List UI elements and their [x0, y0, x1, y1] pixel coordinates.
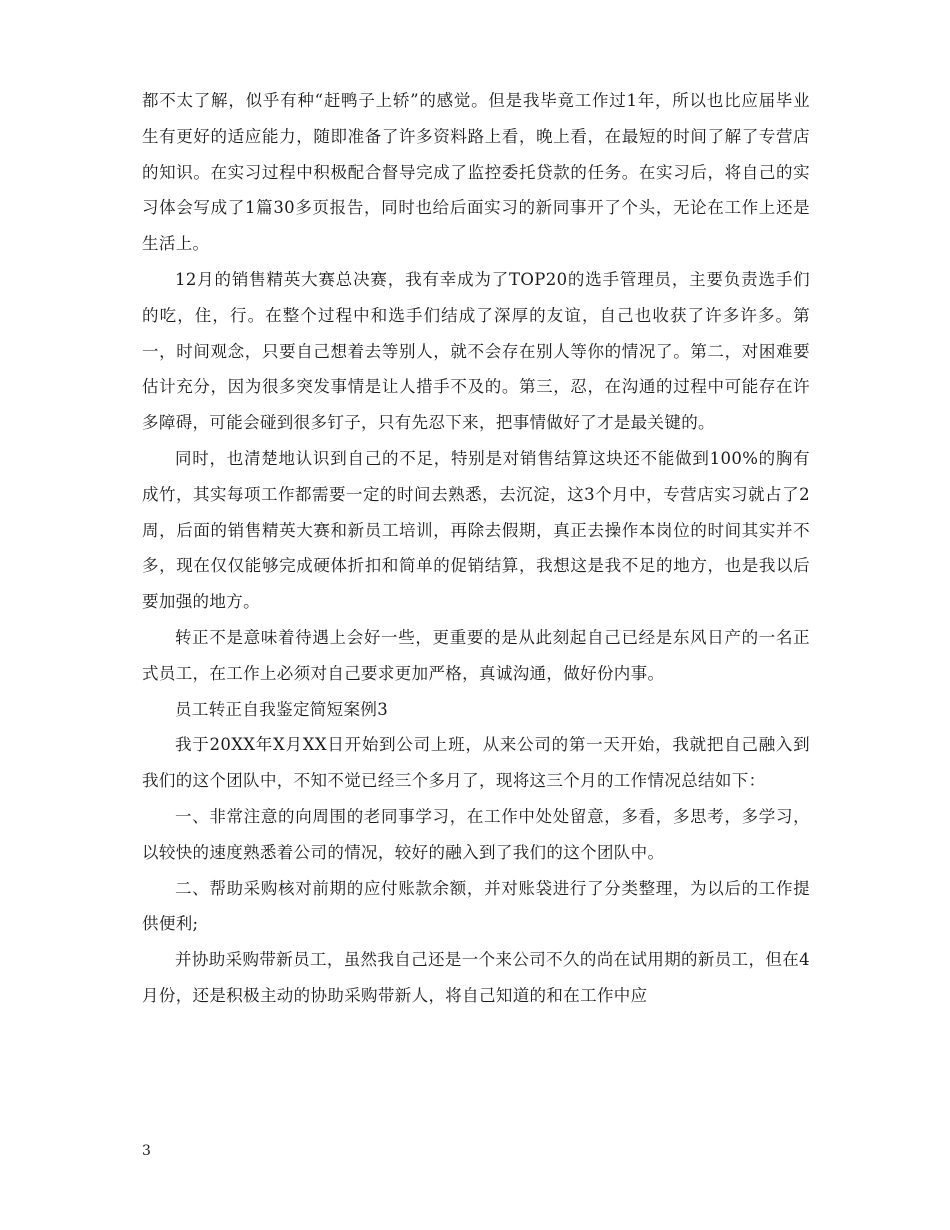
- page-number: 3: [142, 1143, 151, 1159]
- paragraph-8: 二、帮助采购核对前期的应付账款余额，并对账袋进行了分类整理，为以后的工作提供便利;: [142, 878, 810, 934]
- paragraph-9: 并协助采购带新员工，虽然我自己还是一个来公司不久的尚在试用期的新员工，但在4月份，还是积极主动的协助采购带新人，将自己知道的和在工作中应: [142, 950, 810, 1005]
- paragraph-1: 都不太了解，似乎有种“赶鸭子上轿”的感觉。但是我毕竟工作过1年，所以也比应届毕业生有更好的适应能力，随即准备了许多资料路上看，晚上看，在最短的时间了解了专营店的知识。在实习过程中积极配合督导完成了监控委托贷款的任务。在实习后，将自己的实习体会写成了1篇30多页报告，同时也给后面实习的新同事开了个头，无论在工作上还是生活上。: [142, 91, 810, 254]
- paragraph-4: 转正不是意味着待遇上会好一些，更重要的是从此刻起自己已经是东风日产的一名正式员工，在工作上必须对自己要求更加严格，真诚沟通，做好份内事。: [142, 627, 810, 683]
- paragraph-7: 一、非常注意的向周围的老同事学习，在工作中处处留意，多看，多思考，多学习，以较快的速度熟悉着公司的情况，较好的融入到了我们的这个团队中。: [142, 806, 810, 862]
- paragraph-2: 12月的销售精英大赛总决赛，我有幸成为了TOP20的选手管理员，主要负责选手们的吃，住，行。在整个过程中和选手们结成了深厚的友谊，自己也收获了许多许多。第一，时间观念，只要自己想着去等别人，就不会存在别人等你的情况了。第二，对困难要估计充分，因为很多突发事情是让人措手不及的。第三，忍，在沟通的过程中可能存在许多障碍，可能会碰到很多钉子，只有先忍下来，把事情做好了才是最关键的。: [142, 269, 810, 433]
- paragraph-3: 同时，也清楚地认识到自己的不足，特别是对销售结算这块还不能做到100%的胸有成竹，其实每项工作都需要一定的时间去熟悉，去沉淀，这3个月中，专营店实习就占了2周，后面的销售精英大赛和新员工培训，再除去假期，真正去操作本岗位的时间其实并不多，现在仅仅能够完成硬体折扣和简单的促销结算，我想这是我不足的地方，也是我以后要加强的地方。: [142, 448, 810, 612]
- section-heading: 员工转正自我鉴定简短案例3: [175, 699, 389, 719]
- paragraph-6: 我于20XX年X月XX日开始到公司上班，从来公司的第一天开始，我就把自己融入到我们的这个团队中，不知不觉已经三个多月了，现将这三个月的工作情况总结如下：: [142, 735, 810, 791]
- document-body: [142, 83, 810, 1014]
